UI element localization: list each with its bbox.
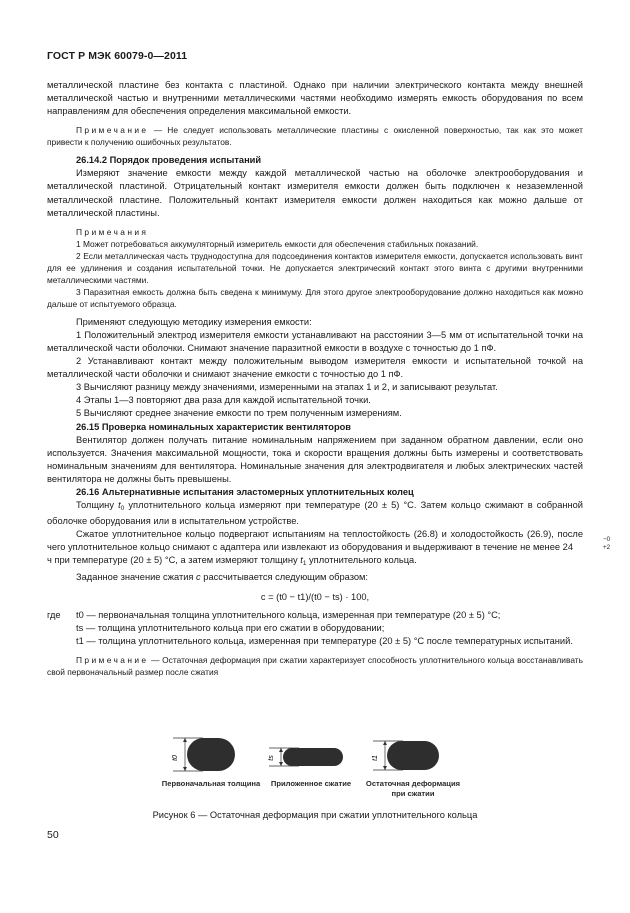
- document-header: ГОСТ Р МЭК 60079-0—2011: [47, 50, 188, 62]
- notes-label: Примечания: [76, 226, 149, 237]
- page-body: [47, 79, 611, 678]
- page-number: 50: [47, 829, 59, 841]
- thickness-paragraph: [47, 499, 583, 528]
- section-26-15-heading: 26.15 Проверка номинальных характеристик вентиляторов: [76, 421, 352, 432]
- compression-var: t: [300, 555, 303, 566]
- note-2: [47, 654, 583, 678]
- method-step-4: 4 Этапы 1—3 повторяют два раза для каждой испытательной точки.: [76, 395, 371, 406]
- figure-caption: Рисунок 6 — Остаточная деформация при сжатии уплотнительного кольца: [152, 810, 478, 820]
- ring-residual-shape: [387, 741, 439, 770]
- method-step-3: 3 Вычисляют разницу между значениями, измеренными на этапах 1 и 2, и записывают результат.: [76, 382, 498, 393]
- compression-text-c: уплотнительного кольца.: [306, 555, 417, 566]
- ring-compressed-label: ts: [268, 755, 275, 761]
- where-t1: t1 — толщина уплотнительного кольца, измеренная при температуре (20 ± 5) °С после температурных испытаний.: [76, 635, 573, 646]
- compression-sub: 1: [302, 560, 307, 568]
- method-step-5: 5 Вычисляют среднее значение емкости по трем полученным измерениям.: [76, 408, 402, 419]
- formula: c = (t0 − t1)/(t0 − ts) · 100,: [260, 591, 370, 602]
- compression-text-b: ч при температуре (20 ± 5) °С, а затем измеряют толщину: [47, 555, 301, 566]
- thickness-text-b: уплотнительного кольца измеряют при температуре (20 ± 5) °С. Затем кольцо сжимают в собранной оболочке оборудования или в испытательном устройстве.: [47, 500, 583, 527]
- ring-original: [172, 738, 235, 771]
- ring-residual-label: t1: [372, 755, 379, 761]
- intro-paragraph: металлической пластине без контакта с пластиной. Однако при наличии электрического контакта между внешней металлической частью и внутренними металлическими частями необходимо измерять емкость оборудования по всем направлениям для обеспечения определения максимальной емкости.: [47, 80, 583, 117]
- method-step-2: 2 Устанавливают контакт между положительным выводом измерителя емкости и испытательной точкой на металлической части оболочки и снимают значение емкости с точностью до 1 пФ.: [47, 356, 583, 380]
- note-1-label: Примечание: [76, 125, 149, 136]
- method-step-1: 1 Положительный электрод измерителя емкости устанавливают на расстоянии 3—5 мм от испытательной точки на металлической части оболочки. Снимают значение паразитной емкости в воздухе с точностью до 1 пФ.: [47, 329, 583, 353]
- where-ts: ts — толщина уплотнительного кольца при его сжатии в оборудовании;: [76, 622, 385, 633]
- thickness-text-a: Толщину: [76, 500, 119, 511]
- fan-paragraph: Вентилятор должен получать питание номинальным напряжением при заданном обратном давлении, если оно используется. Значения максимальной мощности, тока и скорости вращения должны быть измерены и соответствовать номинальным значениям для вентилятора. Номинальные значения для электродвигателя и любых электрических частей вентилятора не должны быть превышены.: [47, 434, 583, 484]
- note-item-2: 2 Если металлическая часть труднодоступна для подсоединения контактов измерителя емкости, допускается использовать винт для ее удлинения и создания испытательной точки. Не допускается электрический контакт этого винта с другими внутренними металлическими частями.: [47, 250, 583, 285]
- caption-original: Первоначальная толщина: [161, 779, 261, 788]
- ring-residual: [372, 741, 439, 770]
- tolerance: [573, 536, 611, 552]
- ring-compressed-shape: [283, 748, 343, 766]
- thickness-var: t: [118, 500, 121, 511]
- section-26-16-heading: 26.16 Альтернативные испытания эластомерных уплотнительных колец: [76, 486, 414, 497]
- ring-original-shape: [187, 738, 235, 771]
- figure-6: [47, 732, 583, 824]
- thickness-sub: 0: [120, 505, 125, 513]
- section-26-14-2-heading: 26.14.2 Порядок проведения испытаний: [76, 155, 262, 166]
- note-item-1: 1 Может потребоваться аккумуляторный измеритель емкости для обеспечения стабильных показаний.: [76, 238, 479, 249]
- method-intro: Применяют следующую методику измерения емкости:: [76, 316, 312, 327]
- given-text-a: Заданное значение сжатия: [76, 571, 197, 582]
- caption-compressed: Приложенное сжатие: [270, 779, 352, 788]
- ring-compressed: [268, 748, 343, 766]
- note-2-text: — Остаточная деформация при сжатии характеризует способность уплотнительного кольца восстанавливать свой первоначальный размер после сжатия: [47, 655, 583, 677]
- given-paragraph: [47, 571, 583, 584]
- where-t0-row: [47, 609, 583, 622]
- note-1: [47, 124, 583, 148]
- note-item-3: 3 Паразитная емкость должна быть сведена к минимуму. Для этого другое электрооборудование должно находиться как можно дальше от испытуемого образца.: [47, 286, 583, 309]
- note-1-text: — Не следует использовать металлические пластины с окисленной поверхностью, так как это может привести к получению ошибочных результатов.: [47, 125, 583, 148]
- tolerance-upper: −0: [603, 536, 611, 544]
- measure-paragraph: Измеряют значение емкости между каждой металлической частью на оболочке электрооборудования и металлической пластиной. Отрицательный контакт измерителя емкости должен быть подключен к незаземленной металлической пластине. Положительный контакт измерителя емкости должен находиться как можно дальше от металлической пластины.: [47, 168, 583, 218]
- note-2-label: Примечание: [76, 655, 149, 665]
- compression-paragraph: [47, 528, 611, 570]
- where-label: где: [47, 609, 61, 620]
- given-var: c: [196, 571, 201, 582]
- compression-text-a: Сжатое уплотнительное кольцо подвергают испытаниям на теплостойкость (26.8) и холодостойкость (26.9), после чего уплотнительное кольцо снимают с адаптера или извлекают из оборудования и выдерживают в течение не менее 24: [47, 529, 583, 553]
- ring-original-label: t0: [172, 755, 179, 761]
- caption-residual: Остаточная деформация при сжатии: [365, 779, 461, 798]
- tolerance-lower: +2: [603, 544, 611, 552]
- given-text-b: рассчитывается следующим образом:: [200, 571, 369, 582]
- where-t0: t0 — первоначальная толщина уплотнительного кольца, измеренная при температуре (20 ± 5) °С;: [76, 609, 501, 620]
